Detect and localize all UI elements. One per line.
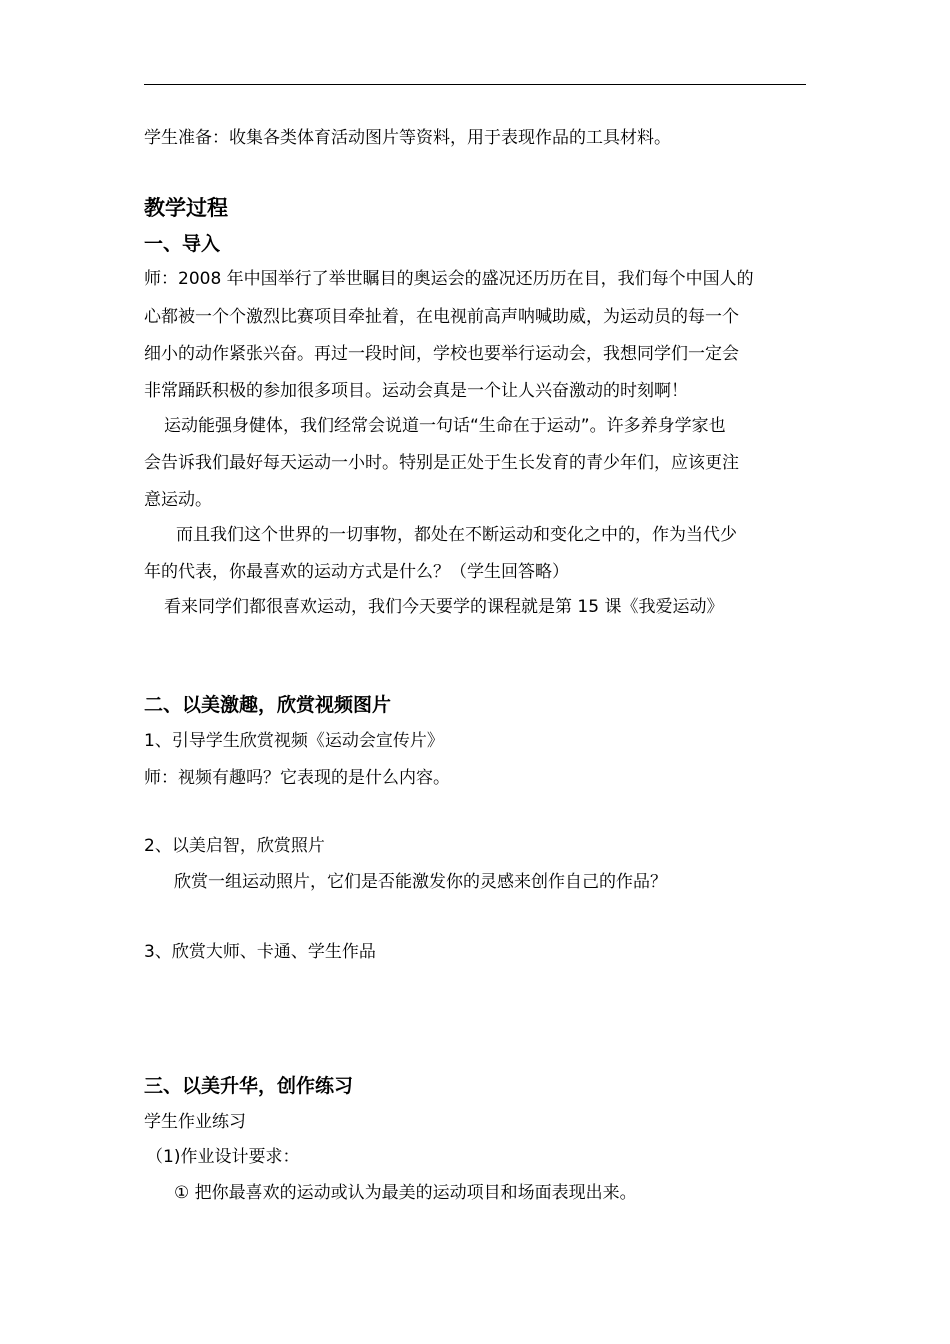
part1-heading: 一、导入 [144, 233, 221, 255]
text-line: 意运动。 [144, 490, 212, 510]
part2-item-1: 1、引导学生欣赏视频《运动会宣传片》 [144, 731, 444, 751]
section-title: 教学过程 [144, 196, 228, 220]
text-line: 会告诉我们最好每天运动一小时。特别是正处于生长发育的青少年们，应该更注 [144, 453, 739, 473]
header-rule [144, 84, 806, 85]
part2-heading: 二、以美激趣，欣赏视频图片 [144, 694, 392, 716]
text-line: 运动能强身健体，我们经常会说道一句话“生命在于运动”。许多养身学家也 [164, 416, 726, 436]
text-line: 非常踊跃积极的参加很多项目。运动会真是一个让人兴奋激动的时刻啊！ [144, 381, 688, 401]
part3-heading: 三、以美升华，创作练习 [144, 1075, 354, 1097]
part2-item-2: 2、以美启智，欣赏照片 [144, 836, 325, 856]
student-prep: 学生准备：收集各类体育活动图片等资料，用于表现作品的工具材料。 [144, 128, 671, 148]
text-line: 而且我们这个世界的一切事物，都处在不断运动和变化之中的，作为当代少 [176, 525, 737, 545]
text-line: 细小的动作紧张兴奋。再过一段时间，学校也要举行运动会，我想同学们一定会 [144, 344, 739, 364]
part3-line-2: （1)作业设计要求： [146, 1147, 300, 1167]
part2-item-3: 3、欣赏大师、卡通、学生作品 [144, 942, 376, 962]
part3-line-1: 学生作业练习 [144, 1112, 246, 1132]
part2-item-1-question: 师：视频有趣吗？它表现的是什么内容。 [144, 768, 450, 788]
part3-line-3: ① 把你最喜欢的运动或认为最美的运动项目和场面表现出来。 [174, 1183, 637, 1203]
text-line: 心都被一个个激烈比赛项目牵扯着，在电视前高声呐喊助威，为运动员的每一个 [144, 307, 739, 327]
text-line: 年的代表，你最喜欢的运动方式是什么？（学生回答略） [144, 562, 569, 582]
part2-item-2-text: 欣赏一组运动照片，它们是否能激发你的灵感来创作自己的作品？ [174, 872, 667, 892]
text-line: 师：2008 年中国举行了举世瞩目的奥运会的盛况还历历在目，我们每个中国人的 [144, 269, 754, 289]
part1-paragraph-4: 看来同学们都很喜欢运动，我们今天要学的课程就是第 15 课《我爱运动》 [164, 597, 724, 617]
